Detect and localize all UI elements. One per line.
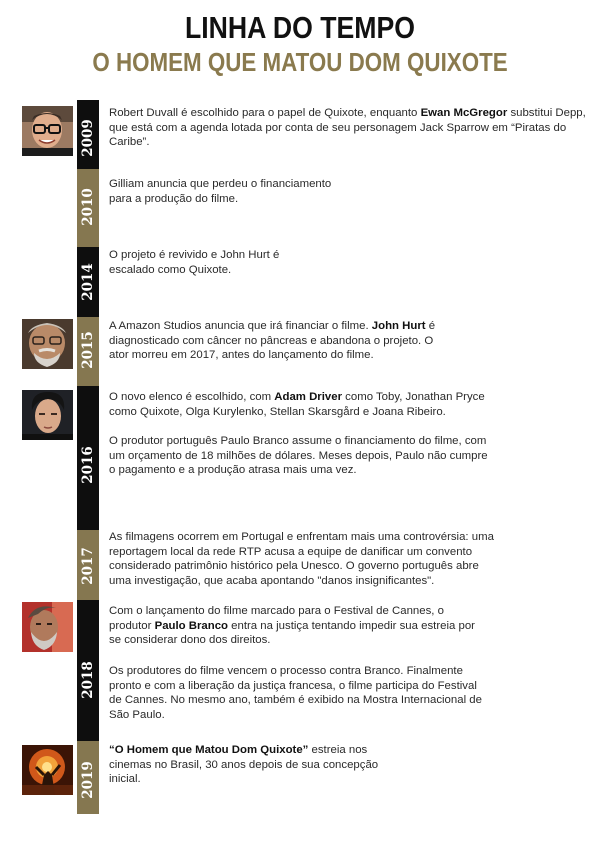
adam-driver-photo (22, 390, 73, 440)
year-label-2016: 2016 (80, 446, 97, 484)
timeline-entry-2018: Com o lançamento do filme marcado para o Festival de Cannes, o produtor Paulo Branco entra na justiça tentando impedir sua estreia por se considerar dono dos direitos. (109, 605, 475, 647)
timeline-entry-2009: Robert Duvall é escolhido para o papel de Quixote, enquanto Ewan McGregor substitui Depp, que está com a agenda lotada por conta de seu personagem Jack Sparrow em “Piratas do Caribe”. (109, 107, 586, 149)
film-poster-photo (22, 745, 73, 795)
timeline-entry-2016: O novo elenco é escolhido, com Adam Driver como Toby, Jonathan Pryce como Quixote, Olga Kurylenko, Stellan Skarsgård e Joana Ribeiro. (109, 391, 485, 418)
timeline-entry-2010: Gilliam anuncia que perdeu o financiamento para a produção do filme. (109, 178, 332, 205)
year-label-2014: 2014 (80, 263, 97, 301)
page-subtitle: O HOMEM QUE MATOU DOM QUIXOTE (92, 47, 508, 77)
year-label-2015: 2015 (80, 331, 97, 369)
timeline-entry-2019: “O Homem que Matou Dom Quixote” estreia nos cinemas no Brasil, 30 anos depois de sua concepção inicial. (109, 744, 379, 786)
john-hurt-photo (22, 319, 73, 369)
page-title: LINHA DO TEMPO (184, 10, 416, 45)
timeline-entry-2015: A Amazon Studios anuncia que irá financiar o filme. John Hurt é diagnosticado com câncer no pâncreas e abandona o projeto. O ator morreu em 2017, antes do lançamento do filme. (109, 320, 436, 362)
year-label-2019: 2019 (80, 761, 97, 799)
year-label-2018: 2018 (80, 661, 97, 699)
year-label-2010: 2010 (80, 188, 97, 226)
timeline-entry-2014: O projeto é revivido e John Hurt é escalado como Quixote. (109, 249, 280, 276)
timeline-entry-2017: As filmagens ocorrem em Portugal e enfrentam mais uma controvérsia: uma reportagem local da rede RTP acusa a equipe de danificar um convento considerado patrimônio histórico pela Unesco. O governo português abre uma investigação, que acaba apontando "danos insignificantes". (109, 531, 494, 587)
year-label-2009: 2009 (80, 119, 97, 157)
paulo-branco-photo (22, 602, 73, 652)
timeline-entry-2016-b: O produtor português Paulo Branco assume o financiamento do filme, com um orçamento de 18 milhões de dólares. Meses depois, Paulo não cumpre o pagamento e a produção atrasa mais uma vez. (109, 435, 488, 477)
timeline-entry-2018-b: Os produtores do filme vencem o processo contra Branco. Finalmente pronto e com a liberação da justiça francesa, o filme participa do Festival de Cannes. No mesmo ano, também é exibido na Mostra Internacional de São Paulo. (109, 665, 482, 721)
year-label-2017: 2017 (80, 547, 97, 585)
robert-duvall-photo (22, 106, 73, 156)
